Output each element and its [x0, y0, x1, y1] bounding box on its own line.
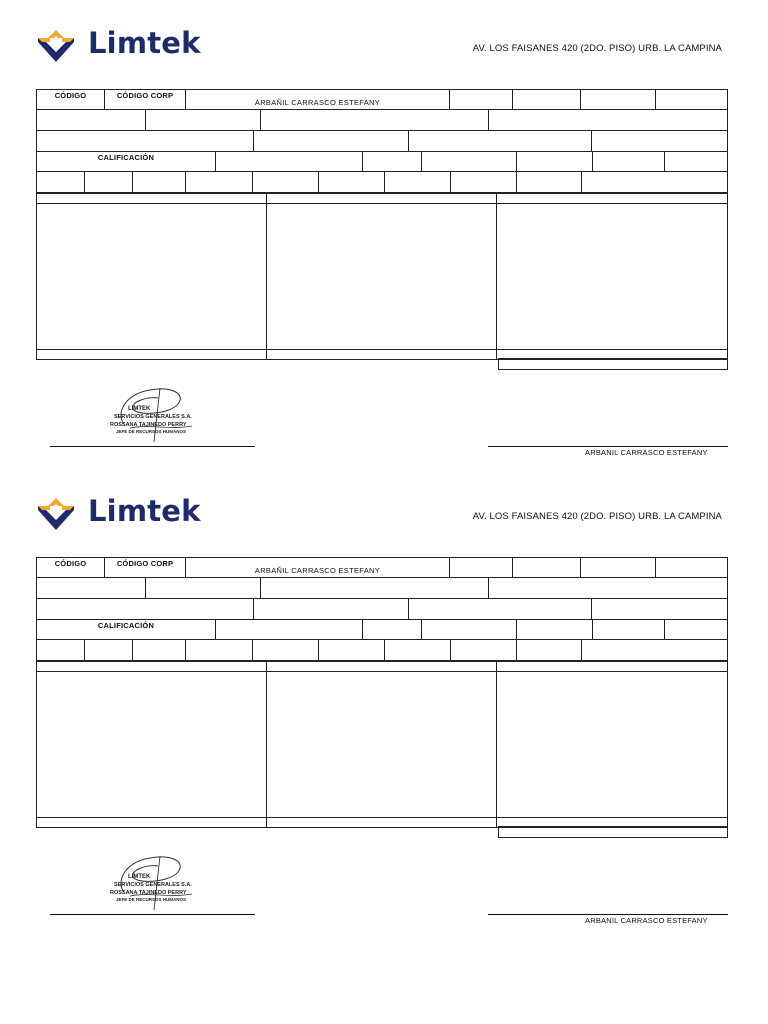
logo-text: Limtek: [88, 26, 201, 60]
form-cell: [186, 172, 253, 192]
column-total: [267, 349, 496, 359]
stamp-company: LIMTEK: [128, 406, 151, 412]
form-cell: [450, 558, 513, 577]
column-header: [497, 194, 727, 204]
limtek-logo: [36, 26, 201, 64]
column-total: [267, 817, 496, 827]
form-cell: [581, 90, 656, 109]
net-total-box: [498, 826, 728, 838]
stamp-role: JEFE DE RECURSOS HUMANOS: [116, 897, 187, 902]
form-cell: [186, 640, 253, 660]
form-cell: [37, 640, 85, 660]
stamp-signer: ROSSANA TAJINEDO PERRY: [110, 422, 187, 428]
codigo-label: CÓDIGO: [54, 91, 87, 100]
form-cell: [592, 599, 729, 619]
employer-signature-line: [50, 446, 255, 447]
codigo-label: CÓDIGO: [54, 559, 87, 568]
net-total-box: [498, 358, 728, 370]
form-cell: [319, 640, 385, 660]
employee-name-cell: [186, 558, 450, 577]
form-cell: [133, 172, 186, 192]
form-cell: [665, 620, 729, 639]
form-cell: [513, 558, 581, 577]
company-address: AV. LOS FAISANES 420 (2DO. PISO) URB. LA CAMPINA: [472, 43, 722, 54]
company-stamp-signature: [110, 852, 200, 912]
stamp-signer: ROSSANA TAJINEDO PERRY: [110, 890, 187, 896]
form-cell: [133, 640, 186, 660]
form-cell: [146, 110, 261, 130]
form-cell: [656, 90, 729, 109]
stamp-company-line: SERVICIOS GENERALES S.A.: [114, 882, 192, 888]
calificacion-label: CALIFICACIÓN: [97, 153, 155, 162]
calificacion-label: CALIFICACIÓN: [97, 621, 155, 630]
form-cell: [409, 599, 592, 619]
form-cell: [489, 578, 729, 598]
form-cell: [422, 620, 517, 639]
form-cell: [593, 620, 665, 639]
form-cell: [85, 640, 133, 660]
employee-signature-line: [488, 446, 728, 447]
form-cell: [37, 110, 146, 130]
employee-name: ARBAÑIL CARRASCO ESTEFANY: [254, 566, 381, 575]
detail-column-1: [36, 193, 267, 360]
codigo-corp-cell: [105, 90, 186, 109]
codigo-corp-cell: [105, 558, 186, 577]
form-cell: [582, 172, 729, 192]
form-row-5: [36, 171, 728, 193]
company-stamp-signature: [110, 384, 200, 444]
form-cell: [254, 599, 409, 619]
form-cell: [513, 90, 581, 109]
payslip-form: [36, 89, 728, 370]
form-cell: [37, 578, 146, 598]
form-cell: [37, 131, 254, 151]
form-cell: [665, 152, 729, 171]
form-cell: [581, 558, 656, 577]
employee-signature-name: ARBANIL CARRASCO ESTEFANY: [585, 916, 708, 925]
form-cell: [261, 578, 489, 598]
form-cell: [409, 131, 592, 151]
form-cell: [582, 640, 729, 660]
detail-column-2: [266, 193, 497, 360]
form-cell: [656, 558, 729, 577]
limtek-logo: [36, 494, 201, 532]
form-cell: [146, 578, 261, 598]
form-cell: [592, 131, 729, 151]
column-total: [37, 817, 266, 827]
form-cell: [385, 172, 451, 192]
codigo-corp-label: CÓDIGO CORP: [116, 91, 174, 100]
form-row-5: [36, 639, 728, 661]
detail-column-1: [36, 661, 267, 828]
form-row-4: [36, 151, 728, 172]
detail-columns: [36, 193, 728, 360]
codigo-cell: [37, 90, 105, 109]
form-row-1: [36, 89, 728, 110]
form-cell: [363, 620, 422, 639]
form-cell: [37, 172, 85, 192]
detail-column-3: [496, 661, 728, 828]
column-header: [37, 194, 266, 204]
logo-text: Limtek: [88, 494, 201, 528]
stamp-role: JEFE DE RECURSOS HUMANOS: [116, 429, 187, 434]
form-cell: [451, 172, 517, 192]
column-header: [497, 662, 727, 672]
form-row-4: [36, 619, 728, 640]
form-cell: [517, 620, 593, 639]
calificacion-cell: [37, 620, 216, 639]
calificacion-cell: [37, 152, 216, 171]
form-cell: [37, 599, 254, 619]
employee-name-cell: [186, 90, 450, 109]
stamp-company: LIMTEK: [128, 874, 151, 880]
column-header: [37, 662, 266, 672]
form-cell: [451, 640, 517, 660]
form-cell: [319, 172, 385, 192]
employee-name: ARBAÑIL CARRASCO ESTEFANY: [254, 98, 381, 107]
column-total: [37, 349, 266, 359]
column-header: [267, 194, 496, 204]
payslip-copy-1: [0, 0, 768, 468]
employee-signature-name: ARBANIL CARRASCO ESTEFANY: [585, 448, 708, 457]
column-header: [267, 662, 496, 672]
form-cell: [517, 152, 593, 171]
form-row-2: [36, 577, 728, 599]
employer-signature-line: [50, 914, 255, 915]
detail-columns: [36, 661, 728, 828]
form-cell: [253, 640, 319, 660]
form-cell: [363, 152, 422, 171]
form-row-1: [36, 557, 728, 578]
form-cell: [593, 152, 665, 171]
limtek-logo-icon: [36, 28, 76, 64]
form-row-2: [36, 109, 728, 131]
payslip-form: [36, 557, 728, 838]
form-cell: [450, 90, 513, 109]
codigo-corp-label: CÓDIGO CORP: [116, 559, 174, 568]
form-cell: [85, 172, 133, 192]
stamp-company-line: SERVICIOS GENERALES S.A.: [114, 414, 192, 420]
form-row-3: [36, 598, 728, 620]
payslip-copy-2: [0, 468, 768, 936]
form-cell: [489, 110, 729, 130]
detail-column-2: [266, 661, 497, 828]
form-cell: [261, 110, 489, 130]
company-address: AV. LOS FAISANES 420 (2DO. PISO) URB. LA CAMPINA: [472, 511, 722, 522]
limtek-logo-icon: [36, 496, 76, 532]
detail-column-3: [496, 193, 728, 360]
form-cell: [422, 152, 517, 171]
form-cell: [254, 131, 409, 151]
form-cell: [253, 172, 319, 192]
form-cell: [216, 152, 363, 171]
form-row-3: [36, 130, 728, 152]
form-cell: [517, 640, 582, 660]
codigo-cell: [37, 558, 105, 577]
employee-signature-line: [488, 914, 728, 915]
form-cell: [216, 620, 363, 639]
form-cell: [517, 172, 582, 192]
form-cell: [385, 640, 451, 660]
